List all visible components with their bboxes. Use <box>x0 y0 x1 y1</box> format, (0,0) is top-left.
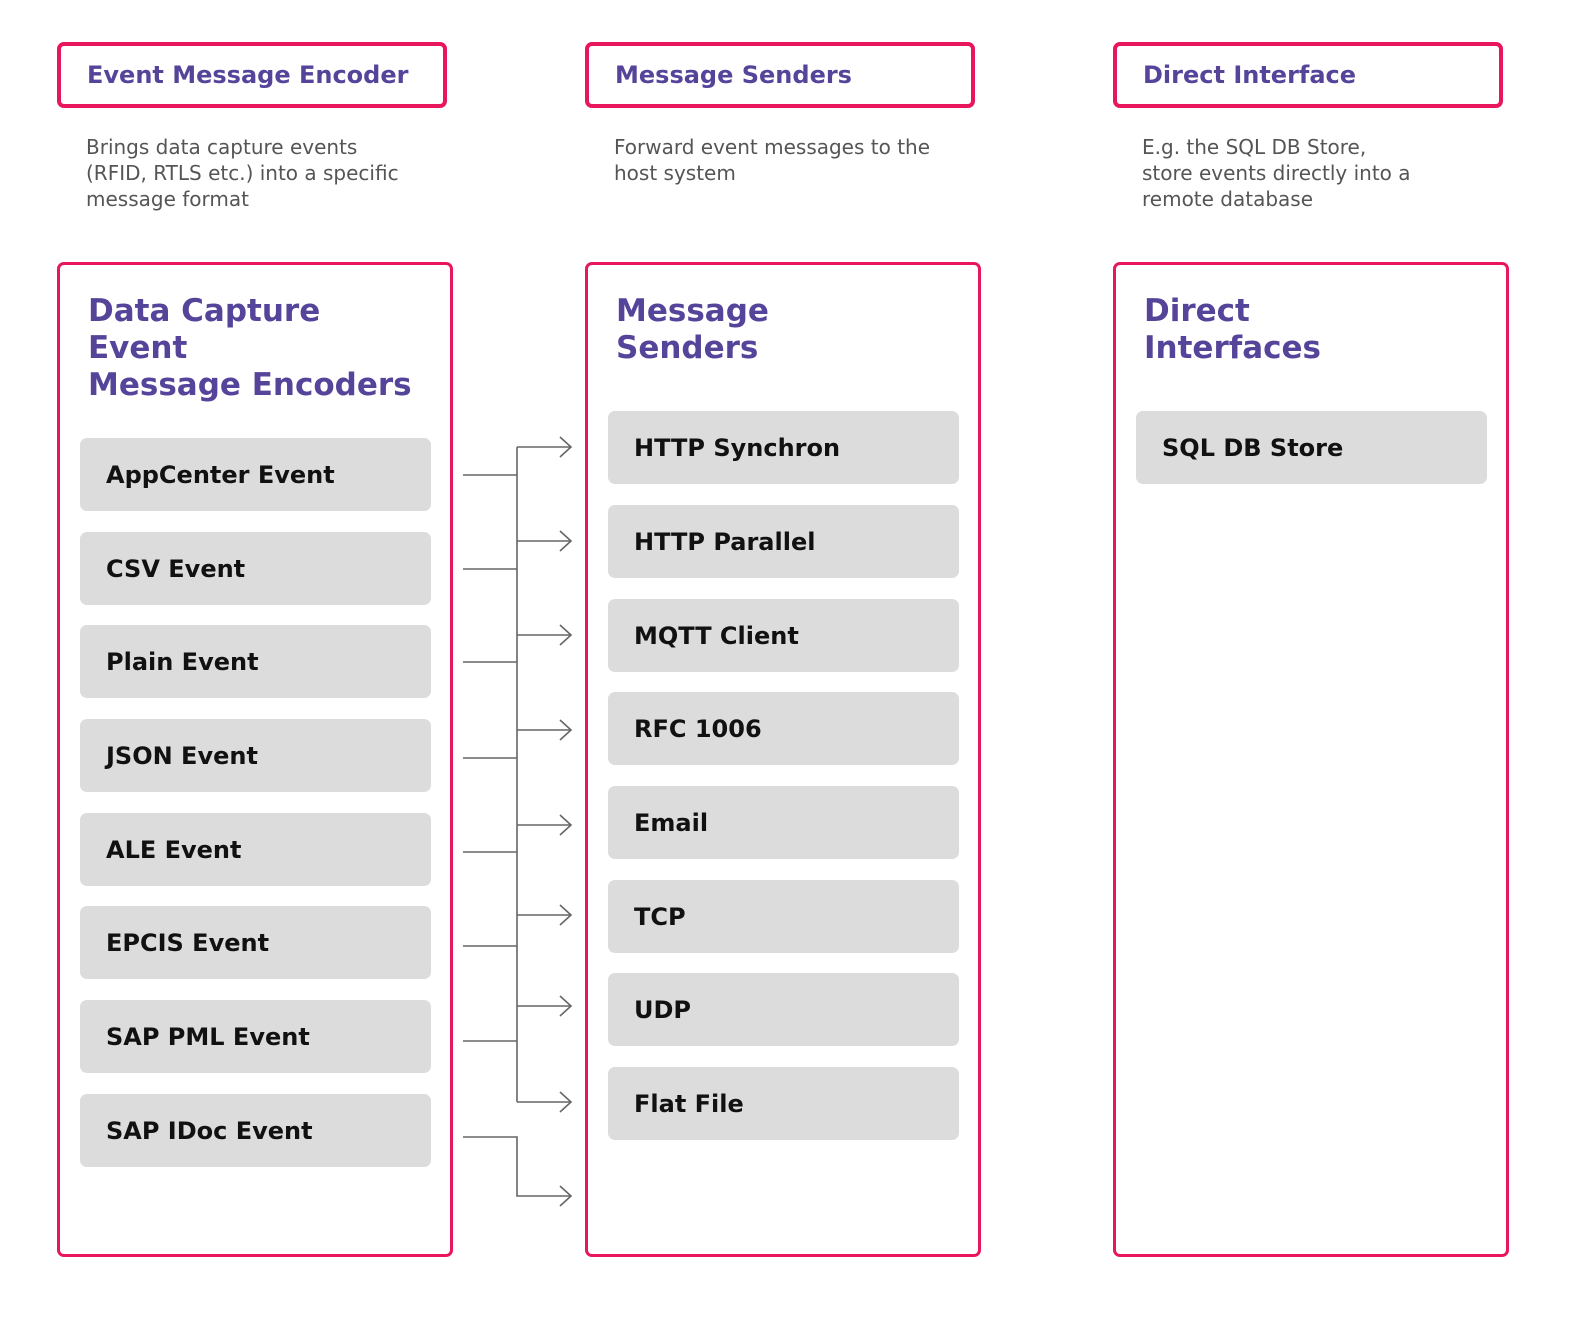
senders-description: Forward event messages to the host system <box>614 135 931 185</box>
sender-udp: UDP <box>608 973 959 1046</box>
sender-flat-file: Flat File <box>608 1067 959 1140</box>
encoder-header-label: Event Message Encoder <box>87 61 409 89</box>
connector-sap-idoc-path <box>463 1137 571 1196</box>
encoder-epcis-event: EPCIS Event <box>80 906 431 979</box>
sender-tcp: TCP <box>608 880 959 953</box>
encoder-appcenter-event: AppCenter Event <box>80 438 431 511</box>
encoder-sap-idoc-event: SAP IDoc Event <box>80 1094 431 1167</box>
sender-email: Email <box>608 786 959 859</box>
encoder-description: Brings data capture events (RFID, RTLS etc.) into a specific message format <box>86 135 399 211</box>
encoders-panel-title: Data Capture Event Message Encoders <box>88 293 412 403</box>
senders-panel-title: Message Senders <box>616 293 769 366</box>
encoder-plain-event: Plain Event <box>80 625 431 698</box>
sender-http-parallel: HTTP Parallel <box>608 505 959 578</box>
sender-rfc-1006: RFC 1006 <box>608 692 959 765</box>
encoder-ale-event: ALE Event <box>80 813 431 886</box>
encoder-csv-event: CSV Event <box>80 532 431 605</box>
direct-sql-db-store: SQL DB Store <box>1136 411 1487 484</box>
direct-interface-description: E.g. the SQL DB Store, store events directly into a remote database <box>1142 135 1411 211</box>
sender-mqtt-client: MQTT Client <box>608 599 959 672</box>
encoder-sap-pml-event: SAP PML Event <box>80 1000 431 1073</box>
direct-interface-header-label: Direct Interface <box>1143 61 1357 89</box>
sender-http-synchron: HTTP Synchron <box>608 411 959 484</box>
senders-header-label: Message Senders <box>615 61 852 89</box>
encoder-json-event: JSON Event <box>80 719 431 792</box>
direct-interfaces-panel-title: Direct Interfaces <box>1144 293 1321 366</box>
